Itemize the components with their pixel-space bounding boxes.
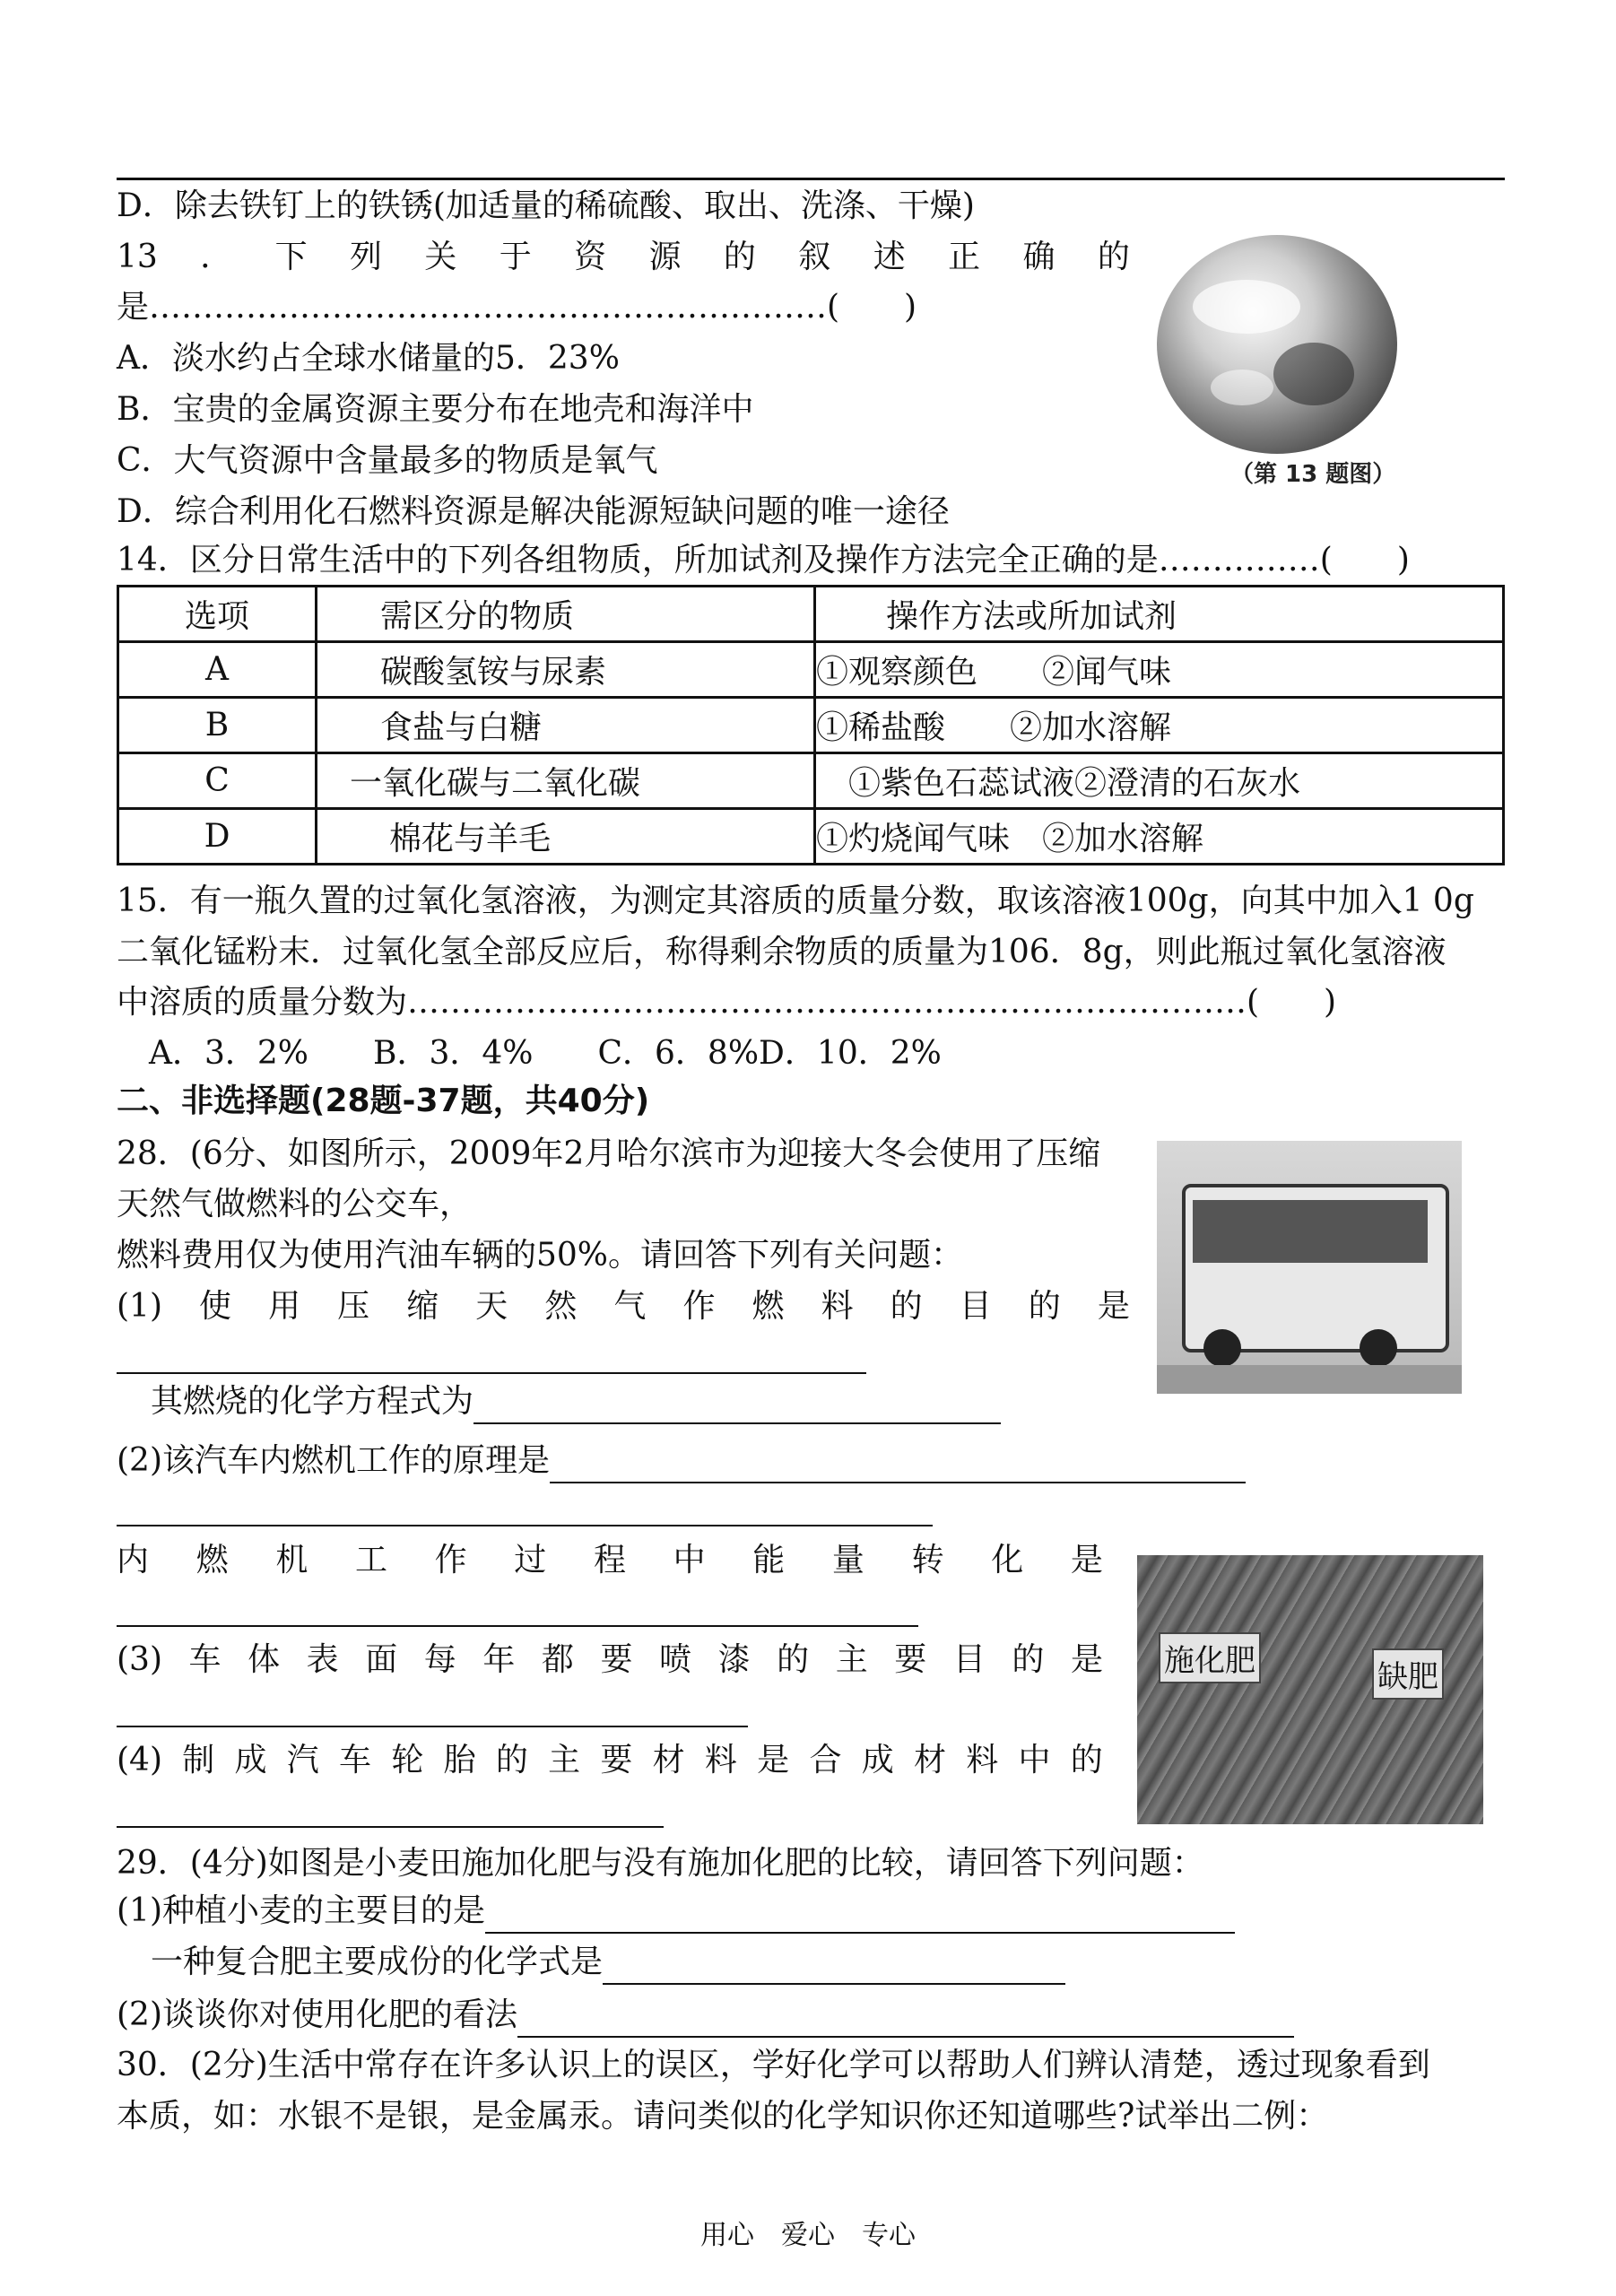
spread-glyph: 的 (723, 239, 756, 275)
spread-glyph: 要 (600, 1641, 633, 1678)
q15-line2: 二氧化锰粉末．过氧化氢全部反应后，称得剩余物质的质量为106．8g，则此瓶过氧化氢溶液 (117, 934, 1447, 970)
spread-glyph: 确 (1022, 239, 1056, 275)
q28-line2: 天然气做燃料的公交车， (117, 1186, 473, 1222)
q28-part2: (2)该汽车内燃机工作的原理是 (117, 1439, 1246, 1483)
spread-glyph: 成 (234, 1742, 267, 1779)
page-footer: 用心 爱心 专心 (700, 2220, 916, 2251)
spread-glyph: 程 (593, 1542, 626, 1578)
table-row (118, 698, 1504, 753)
spread-glyph: ． (200, 239, 233, 275)
spread-glyph: 正 (948, 239, 981, 275)
spread-glyph: 下 (274, 239, 308, 275)
spread-glyph: 资 (574, 239, 607, 275)
answer-blank[interactable] (117, 1372, 866, 1374)
spread-glyph: 机 (275, 1542, 308, 1578)
table-row (118, 809, 1504, 865)
table-cell: ①灼烧闻气味 ②加水溶解 (815, 809, 1504, 865)
spread-glyph: 材 (652, 1742, 685, 1779)
earth-image (1157, 235, 1397, 454)
spread-glyph: 的 (1028, 1288, 1061, 1325)
q29-part1: (1)种植小麦的主要目的是 (117, 1889, 1235, 1934)
spread-glyph: 成 (861, 1742, 894, 1779)
table-cell: C (118, 753, 317, 809)
q28-part4 (117, 1738, 1103, 1783)
spread-glyph: 于 (499, 239, 532, 275)
answer-blank[interactable] (485, 1896, 1235, 1934)
spread-glyph: 天 (475, 1288, 508, 1325)
q29-part1-formula: 一种复合肥主要成份的化学式是 (151, 1940, 1065, 1985)
answer-blank[interactable] (517, 2000, 1294, 2038)
answer-blank[interactable] (474, 1387, 1001, 1424)
spread-glyph: 主 (835, 1641, 868, 1678)
q13-figure-caption: （第 13 题图） (1230, 461, 1396, 488)
spread-glyph: 要 (894, 1641, 927, 1678)
spread-glyph: 轮 (391, 1742, 424, 1779)
spread-glyph: (4) (117, 1742, 162, 1779)
spread-glyph: 燃 (752, 1288, 785, 1325)
spread-glyph: 目 (959, 1288, 992, 1325)
spread-glyph: 的 (1070, 1742, 1103, 1779)
spread-glyph: 然 (544, 1288, 578, 1325)
q28-line1: 28．(6分、如图所示，2009年2月哈尔滨市为迎接大冬会使用了压缩 (117, 1135, 1101, 1172)
spread-glyph: 转 (911, 1542, 944, 1578)
spread-glyph: 缩 (406, 1288, 439, 1325)
spread-glyph: 中 (1018, 1742, 1051, 1779)
q28-part3 (117, 1638, 1103, 1683)
spread-glyph: 是 (757, 1742, 790, 1779)
answer-blank[interactable] (550, 1446, 1246, 1483)
spread-glyph: 用 (268, 1288, 301, 1325)
table-cell: 棉花与羊毛 (317, 809, 815, 865)
spread-glyph: 是 (1070, 1542, 1103, 1578)
spread-glyph: 料 (704, 1742, 737, 1779)
table-cell: ①紫色石蕊试液②澄清的石灰水 (815, 753, 1504, 809)
table-cell: ①观察颜色 ②闻气味 (815, 642, 1504, 698)
spread-glyph: 汽 (286, 1742, 319, 1779)
spread-glyph: 是 (1097, 1288, 1130, 1325)
q28-part2-energy (117, 1538, 1103, 1583)
spread-glyph: 体 (248, 1641, 281, 1678)
spread-glyph: 燃 (195, 1542, 229, 1578)
q13-stem-line2: 是………………………………………………………( ) (117, 289, 917, 326)
spread-glyph: 列 (349, 239, 382, 275)
spread-glyph: 的 (777, 1641, 810, 1678)
table-header-cell: 选项 (118, 587, 317, 642)
spread-glyph: 关 (424, 239, 457, 275)
q28-part1 (117, 1284, 1130, 1329)
spread-glyph: 量 (831, 1542, 864, 1578)
q29-stem: 29．(4分)如图是小麦田施加化肥与没有施加化肥的比较，请回答下列问题： (117, 1845, 1204, 1882)
spread-glyph: 的 (495, 1742, 528, 1779)
q30-line1: 30．(2分)生活中常存在许多认识上的误区，学好化学可以帮助人们辨认清楚，透过现象看到 (117, 2047, 1430, 2083)
spread-glyph: 年 (482, 1641, 516, 1678)
q29-part2: (2)谈谈你对使用化肥的看法 (117, 1993, 1294, 2038)
spread-glyph: 化 (991, 1542, 1024, 1578)
spread-glyph: 面 (365, 1641, 398, 1678)
sign-fertilized: 施化肥 (1159, 1632, 1261, 1683)
section2-title: 二、非选择题(28题-37题，共40分) (117, 1083, 650, 1119)
q30-line2: 本质，如：水银不是银，是金属汞。请问类似的化学知识你还知道哪些?试举出二例： (117, 2098, 1329, 2135)
spread-glyph: 述 (873, 239, 906, 275)
spread-glyph: 每 (423, 1641, 456, 1678)
q13-stem-line1 (117, 235, 1130, 280)
spread-glyph: 过 (514, 1542, 547, 1578)
spread-glyph: 叙 (798, 239, 831, 275)
spread-glyph: 工 (354, 1542, 387, 1578)
spread-glyph: 源 (648, 239, 682, 275)
table-cell: 食盐与白糖 (317, 698, 815, 753)
spread-glyph: 材 (913, 1742, 946, 1779)
spread-glyph: 的 (890, 1288, 923, 1325)
table-cell: 一氧化碳与二氧化碳 (317, 753, 815, 809)
q15-options: A．3．2% B．3．4% C．6．8%D．10．2% (149, 1035, 942, 1072)
table-row (118, 753, 1504, 809)
spread-glyph: 漆 (717, 1641, 751, 1678)
spread-glyph: 表 (306, 1641, 339, 1678)
spread-glyph: 料 (966, 1742, 999, 1779)
answer-blank[interactable] (117, 1826, 664, 1828)
table-header-row (118, 587, 1504, 642)
spread-glyph: 的 (1097, 239, 1130, 275)
table-cell: B (118, 698, 317, 753)
spread-glyph: 压 (337, 1288, 370, 1325)
q13-option-c: C．大气资源中含量最多的物质是氧气 (117, 442, 658, 479)
spread-glyph: 作 (682, 1288, 716, 1325)
table-header-cell: 需区分的物质 (317, 587, 815, 642)
bus-image (1157, 1141, 1462, 1394)
table-cell: ①稀盐酸 ②加水溶解 (815, 698, 1504, 753)
spread-glyph: 都 (541, 1641, 574, 1678)
answer-blank[interactable] (117, 1726, 748, 1727)
spread-glyph: 内 (117, 1542, 150, 1578)
spread-glyph: 作 (434, 1542, 467, 1578)
table-row (118, 642, 1504, 698)
spread-glyph: 是 (1070, 1641, 1103, 1678)
spread-glyph: (1) (117, 1288, 162, 1325)
spread-glyph: 主 (548, 1742, 581, 1779)
spread-glyph: 车 (188, 1641, 222, 1678)
spread-glyph: 合 (809, 1742, 842, 1779)
spread-glyph: 中 (673, 1542, 706, 1578)
answer-blank[interactable] (603, 1947, 1065, 1985)
spread-glyph: 喷 (659, 1641, 692, 1678)
q12-option-d: D．除去铁钉上的铁锈(加适量的稀硫酸、取出、洗涤、干燥) (117, 187, 975, 224)
table-cell: D (118, 809, 317, 865)
answer-blank[interactable] (117, 1625, 918, 1627)
spread-glyph: (3) (117, 1641, 162, 1678)
spread-glyph: 要 (600, 1742, 633, 1779)
spread-glyph: 气 (613, 1288, 647, 1325)
answer-blank[interactable] (117, 1525, 933, 1526)
table-cell: 碳酸氢铵与尿素 (317, 642, 815, 698)
spread-glyph: 目 (952, 1641, 986, 1678)
wheat-field-image (1137, 1555, 1483, 1824)
q28-part1-equation: 其燃烧的化学方程式为 (151, 1379, 1001, 1424)
q14-table (117, 585, 1505, 865)
spread-glyph: 车 (339, 1742, 372, 1779)
spread-glyph: 13 (117, 239, 158, 275)
spread-glyph: 胎 (443, 1742, 476, 1779)
spread-glyph: 的 (1012, 1641, 1045, 1678)
q28-line3: 燃料费用仅为使用汽油车辆的50%。请回答下列有关问题： (117, 1237, 964, 1274)
q15-line3: 中溶质的质量分数为……………………………………………………………………( ) (117, 984, 1337, 1021)
q13-option-b: B．宝贵的金属资源主要分布在地壳和海洋中 (117, 391, 754, 428)
header-rule (117, 178, 1505, 180)
table-header-cell: 操作方法或所加试剂 (815, 587, 1504, 642)
spread-glyph: 能 (752, 1542, 786, 1578)
sign-unfertilized: 缺肥 (1372, 1648, 1444, 1700)
spread-glyph: 使 (199, 1288, 232, 1325)
table-cell: A (118, 642, 317, 698)
spread-glyph: 制 (182, 1742, 215, 1779)
spread-glyph: 料 (821, 1288, 854, 1325)
q13-option-a: A．淡水约占全球水储量的5．23% (117, 340, 620, 377)
q13-option-d: D．综合利用化石燃料资源是解决能源短缺问题的唯一途径 (117, 493, 950, 530)
q15-line1: 15．有一瓶久置的过氧化氢溶液，为测定其溶质的质量分数，取该溶液100g，向其中加入1 0g (117, 883, 1474, 919)
q14-stem: 14．区分日常生活中的下列各组物质，所加试剂及操作方法完全正确的是……………( ) (117, 542, 1410, 578)
